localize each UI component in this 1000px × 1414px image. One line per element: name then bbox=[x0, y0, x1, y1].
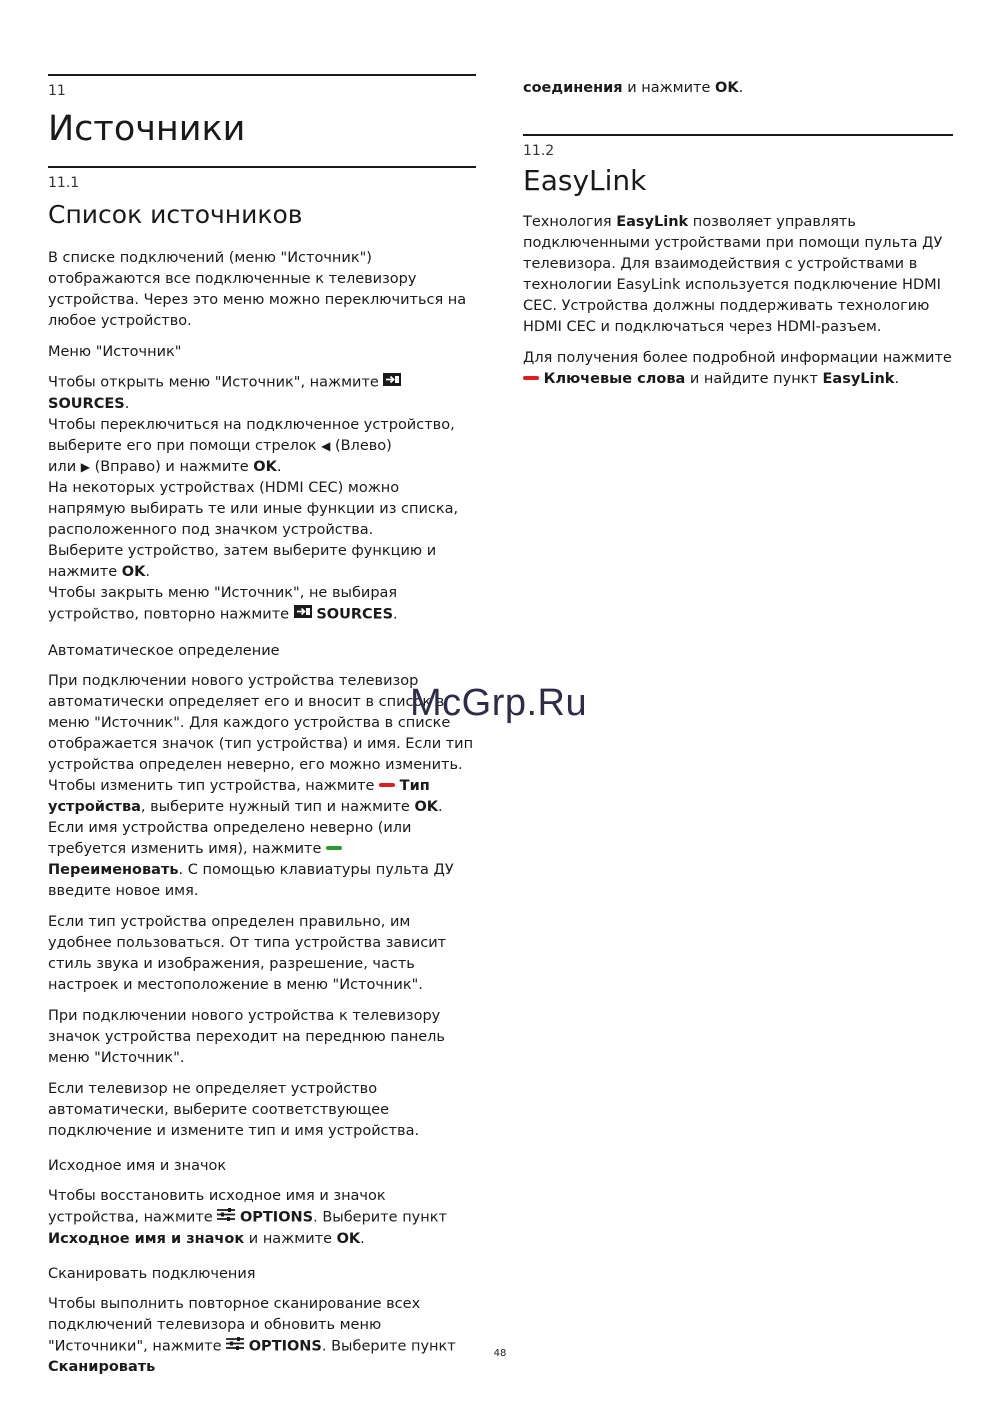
section-rule bbox=[48, 166, 476, 168]
chapter-title: Источники bbox=[48, 109, 246, 149]
menu-text-5: Чтобы закрыть меню "Источник", не выбирая устройство, повторно нажмите bbox=[48, 584, 398, 622]
auto-paragraph-2: Если тип устройства определен правильно, им удобнее пользоваться. От типа устройства зависит стиль звука и изображения, разрешение, часть настроек и местоположение в меню "Источник". bbox=[48, 914, 447, 993]
device-type-label: Тип устройства bbox=[48, 778, 430, 815]
chapter-number: 11 bbox=[48, 83, 66, 99]
left-arrow-icon: ◀ bbox=[321, 438, 331, 453]
menu-text-4: Выберите устройство, затем выберите функцию и нажмите bbox=[48, 542, 437, 580]
red-key-icon bbox=[523, 376, 539, 380]
auto-paragraph-1: При подключении нового устройства телевизор автоматически определяет его и вносит в список в меню "Источник". Для каждого устройства в списке отображается значок (тип устройства) и имя. Если тип устройства определен неверно, его можно изменить. Чтобы изменить тип устройства, нажмите Тип устройства, выберите нужный тип и нажмите OK. Если имя устройства определено неверно (или требуется изменить имя), нажмите Переименовать. С помощью клавиатуры пульта ДУ введите новое имя. bbox=[48, 673, 474, 899]
easylink-section-number: 11.2 bbox=[523, 143, 555, 159]
chapter-rule bbox=[48, 74, 476, 76]
easylink-label: EasyLink bbox=[616, 214, 689, 230]
scan-heading: Сканировать подключения bbox=[48, 1265, 256, 1282]
right-arrow-icon: ▶ bbox=[80, 459, 90, 474]
easylink-title: EasyLink bbox=[523, 164, 647, 197]
watermark: McGrp.Ru bbox=[410, 682, 588, 724]
continuation-text: соединения и нажмите OK. bbox=[523, 80, 744, 96]
red-key-icon bbox=[379, 783, 395, 787]
auto-paragraph-4: Если телевизор не определяет устройство автоматически, выберите соответствующее подключение и измените тип и имя устройства. bbox=[48, 1081, 420, 1139]
easylink-rule bbox=[523, 134, 953, 136]
easylink-paragraph-1: Технология EasyLink позволяет управлять подключенными устройствами при помощи пульта ДУ телевизора. Для взаимодействия с устройствами в технологии EasyLink используется подключение HDMI CEC. Устройства должны поддерживать технологию HDMI CEC и подключаться через HDMI-разъем. bbox=[523, 214, 943, 335]
ok-label: OK bbox=[253, 458, 277, 475]
orig-item-label: Исходное имя и значок bbox=[48, 1230, 245, 1247]
easylink-paragraph-2: Для получения более подробной информации нажмите Ключевые слова и найдите пункт EasyLink. bbox=[523, 350, 952, 387]
intro-paragraph: В списке подключений (меню "Источник") отображаются все подключенные к телевизору устройства. Через это меню можно переключиться на любое устройство. bbox=[48, 250, 467, 329]
section-title: Список источников bbox=[48, 200, 303, 229]
auto-paragraph-3: При подключении нового устройства к телевизору значок устройства переходит на переднюю панель меню "Источник". bbox=[48, 1008, 445, 1066]
left-column bbox=[48, 74, 476, 1388]
sources-label: SOURCES bbox=[48, 395, 125, 412]
keywords-label: Ключевые слова bbox=[543, 371, 686, 387]
sources-icon bbox=[383, 372, 401, 393]
scan-paragraph: Чтобы выполнить повторное сканирование всех подключений телевизора и обновить меню "Источники", нажмите OPTIONS. Выберите пункт Сканировать bbox=[48, 1295, 456, 1375]
orig-heading: Исходное имя и значок bbox=[48, 1158, 227, 1174]
menu-text-3: На некоторых устройствах (HDMI CEC) можно напрямую выбирать те или иные функции из списка, расположенного под значком устройства. bbox=[48, 479, 459, 538]
right-column bbox=[523, 78, 953, 400]
rename-label: Переименовать bbox=[48, 862, 179, 878]
orig-paragraph: Чтобы восстановить исходное имя и значок устройства, нажмите OPTIONS. Выберите пункт Исходное имя и значок и нажмите OK. bbox=[48, 1188, 447, 1247]
page-number: 48 bbox=[493, 1348, 507, 1359]
auto-heading: Автоматическое определение bbox=[48, 643, 280, 659]
options-icon bbox=[217, 1207, 235, 1228]
menu-text-1: Чтобы открыть меню "Источник", нажмите bbox=[48, 374, 384, 391]
sources-icon bbox=[294, 604, 312, 625]
section-number: 11.1 bbox=[48, 175, 80, 191]
scan-item-label: Сканировать bbox=[48, 1359, 156, 1375]
menu-paragraph: Чтобы открыть меню "Источник", нажмите SOURCES. Чтобы переключиться на подключенное устройство, выберите его при помощи стрелок ◀ (Влево) или ▶ (Вправо) и нажмите OK. На некоторых устройствах (HDMI CEC) можно напрямую выбирать те или иные функции из списка, расположенного под значком устройства. Выберите устройство, затем выберите функцию и нажмите OK. Чтобы закрыть меню "Источник", не выбирая устройство, повторно нажмите SOURCES. bbox=[48, 372, 476, 625]
menu-text-2: Чтобы переключиться на подключенное устройство, выберите его при помощи стрелок bbox=[48, 416, 455, 454]
green-key-icon bbox=[326, 846, 342, 850]
menu-heading: Меню "Источник" bbox=[48, 344, 182, 360]
options-label: OPTIONS bbox=[239, 1209, 314, 1226]
